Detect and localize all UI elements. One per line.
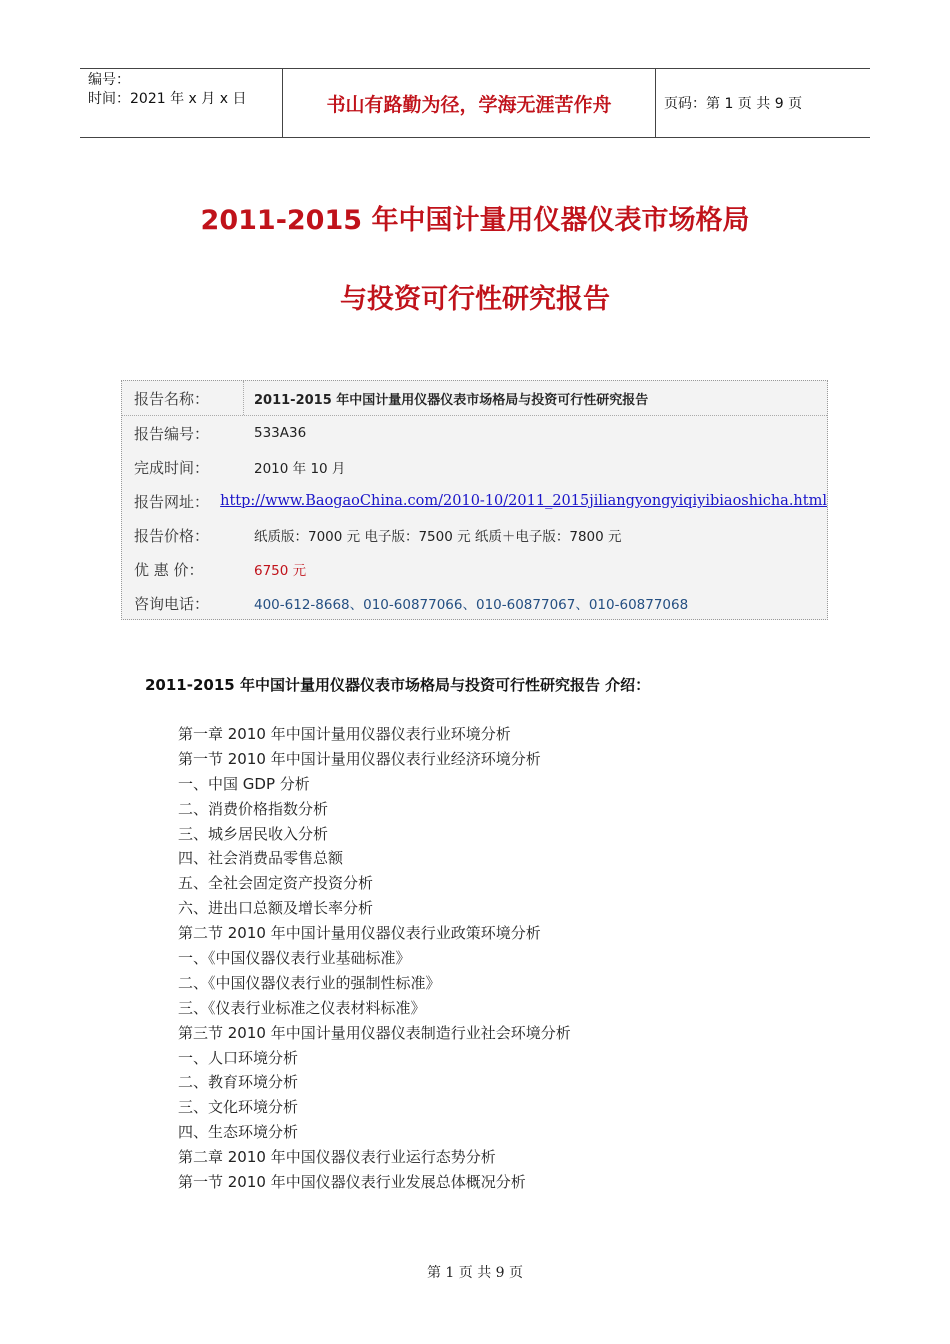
document-header (80, 68, 870, 138)
toc-item: 第一节 2010 年中国仪器仪表行业发展总体概况分析 (178, 1173, 526, 1192)
toc-item: 三、城乡居民收入分析 (178, 824, 329, 843)
info-label: 报告网址： (134, 492, 210, 511)
intro-heading: 2011-2015 年中国计量用仪器仪表市场格局与投资可行性研究报告 介绍： (145, 676, 651, 694)
toc-item: 二、教育环境分析 (178, 1073, 299, 1092)
info-row-date (122, 450, 827, 484)
toc-item: 三、《仪表行业标准之仪表材料标准》 (178, 998, 426, 1017)
report-title-line-2: 与投资可行性研究报告 (340, 284, 610, 315)
info-label: 报告价格： (134, 526, 210, 545)
toc-item: 四、社会消费品零售总额 (178, 849, 344, 868)
header-time-label: 时间：2021 年 x 月 x 日 (88, 91, 247, 107)
page-footer: 第 1 页 共 9 页 (426, 1265, 524, 1281)
report-url-link[interactable]: http://www.BaogaoChina.com/2010-10/2011_2015jiliangyongyiqiyibiaoshicha.html (220, 493, 827, 509)
info-label: 完成时间： (134, 458, 210, 477)
info-value-price: 纸质版：7000 元 电子版：7500 元 纸质＋电子版：7800 元 (254, 529, 622, 545)
info-label: 咨询电话： (134, 594, 210, 613)
info-row-number (122, 416, 827, 450)
report-info-table (121, 380, 828, 620)
toc-item: 第二章 2010 年中国仪器仪表行业运行态势分析 (178, 1148, 496, 1167)
info-row-discount (122, 552, 827, 586)
info-value-discount-price: 6750 元 (254, 563, 307, 579)
header-page-info: 页码：第 1 页 共 9 页 (664, 96, 803, 112)
header-number-label: 编号： (88, 72, 130, 88)
toc-item: 第三节 2010 年中国计量用仪器仪表制造行业社会环境分析 (178, 1023, 571, 1042)
info-row-price (122, 518, 827, 552)
info-label: 优 惠 价： (134, 560, 204, 579)
info-row-phone (122, 586, 827, 620)
info-value-report-name: 2011-2015 年中国计量用仪器仪表市场格局与投资可行性研究报告 (254, 392, 649, 408)
header-meta (80, 69, 282, 137)
toc-item: 四、生态环境分析 (178, 1123, 299, 1142)
info-value-completion-date: 2010 年 10 月 (254, 461, 346, 477)
info-value-phone: 400-612-8668、010-60877066、010-60877067、010-60877068 (254, 597, 689, 613)
toc-item: 一、人口环境分析 (178, 1048, 299, 1067)
toc-item: 二、消费价格指数分析 (178, 799, 329, 818)
info-row-name (122, 381, 827, 416)
toc-item: 六、进出口总额及增长率分析 (178, 899, 374, 918)
toc-item: 二、《中国仪器仪表行业的强制性标准》 (178, 973, 441, 992)
toc-item: 第二节 2010 年中国计量用仪器仪表行业政策环境分析 (178, 924, 541, 943)
toc-item: 第一章 2010 年中国计量用仪器仪表行业环境分析 (178, 725, 511, 743)
info-label: 报告名称： (122, 381, 244, 415)
report-title-line-1: 2011-2015 年中国计量用仪器仪表市场格局 (200, 205, 750, 236)
info-value-report-number: 533A36 (254, 425, 307, 441)
info-row-url (122, 484, 827, 518)
toc-item: 五、全社会固定资产投资分析 (178, 874, 374, 893)
toc-item: 一、中国 GDP 分析 (178, 774, 310, 793)
table-of-contents (178, 722, 571, 1195)
info-label: 报告编号： (134, 424, 210, 443)
toc-item: 一、《中国仪器仪表行业基础标准》 (178, 949, 411, 968)
toc-item: 三、文化环境分析 (178, 1098, 299, 1117)
header-motto: 书山有路勤为径，学海无涯苦作舟 (282, 69, 656, 137)
toc-item: 第一节 2010 年中国计量用仪器仪表行业经济环境分析 (178, 749, 541, 768)
